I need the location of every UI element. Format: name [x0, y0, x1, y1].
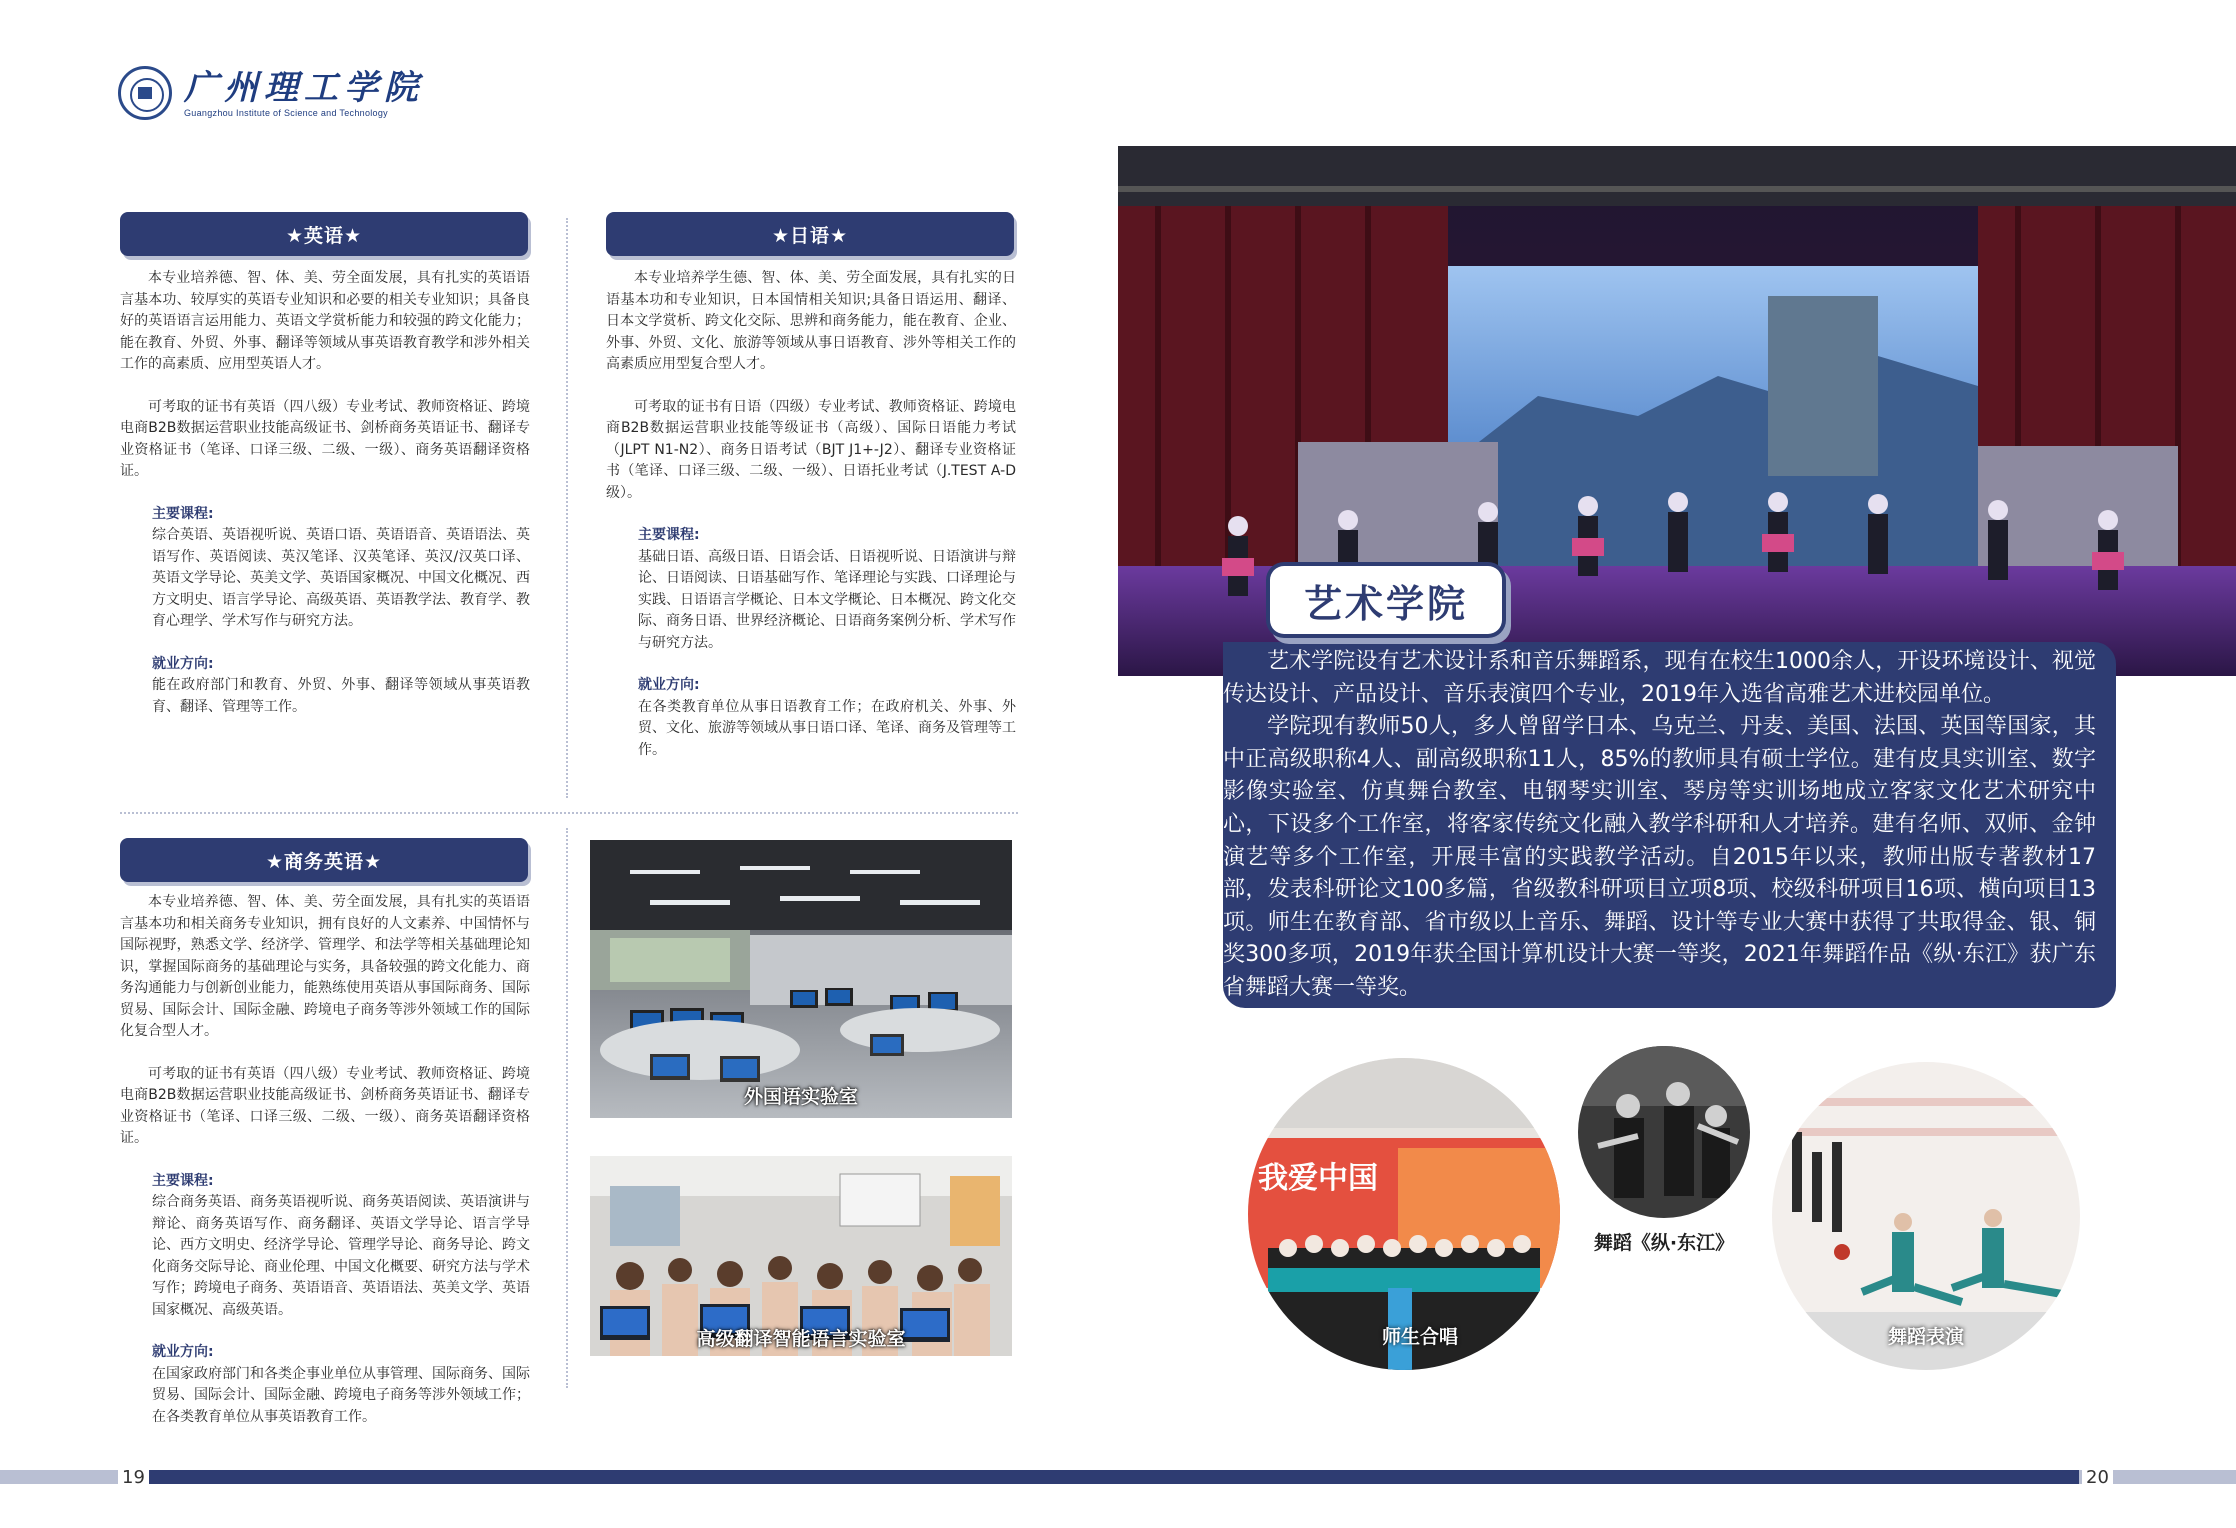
dance-performance-label: 舞蹈表演 [1887, 1326, 1964, 1348]
english-jobs: 能在政府部门和教育、外贸、外事、翻译等领域从事英语教育、翻译、管理等工作。 [152, 677, 530, 715]
chorus-label: 师生合唱 [1381, 1326, 1458, 1348]
logo-chinese-name: 广州理工学院 [184, 68, 424, 108]
japanese-section-title: ★日语★ [606, 212, 1014, 256]
school-seal-icon [118, 66, 172, 120]
business-english-section [120, 892, 530, 1428]
chorus-banner-text: 我爱中国 [1258, 1161, 1378, 1196]
foreign-language-lab-label: 外国语实验室 [743, 1086, 858, 1108]
business-intro: 本专业培养德、智、体、美、劳全面发展，具有扎实的英语语言基本功和相关商务专业知识，拥有良好的人文素养、中国情怀与国际视野，熟悉文学、经济学、管理学、和法学等相关基础理论知识，掌握国际商务的基础理论与实务，具备较强的跨文化能力、商务沟通能力与创新创业能力，能熟练使用英语从事国际商务、国际贸易、国际会计、国际金融、跨境电子商务等涉外领域工作的国际化复合型人才。 [120, 894, 530, 1039]
japanese-courses-label: 主要课程: [638, 527, 700, 543]
row-divider [120, 812, 1018, 814]
english-section [120, 268, 530, 718]
page-number-right: 20 [2082, 1467, 2113, 1488]
business-jobs-label: 就业方向: [152, 1344, 214, 1360]
english-certs: 可考取的证书有英语（四八级）专业考试、教师资格证、跨境电商B2B数据运营职业技能高级证书、剑桥商务英语证书、翻译专业资格证书（笔译、口译三级、二级、一级）、商务英语翻译资格证。 [120, 398, 530, 479]
dance-zong-dongjiang-label: 舞蹈《纵·东江》 [1593, 1232, 1735, 1254]
japanese-courses: 基础日语、高级日语、日语会话、日语视听说、日语演讲与辩论、日语阅读、日语基础写作、笔译理论与实践、口译理论与实践、日语语言学概论、日本文学概论、日本概况、跨文化交际、商务日语、世界经济概论、日语商务案例分析、学术写作与研究方法。 [638, 548, 1016, 651]
lab-photo-illustration [590, 840, 1012, 1118]
business-courses-label: 主要课程: [152, 1172, 214, 1189]
art-paragraph-1: 艺术学院设有艺术设计系和音乐舞蹈系，现有在校生1000余人，开设环境设计、视觉传达设计、产品设计、音乐表演四个专业，2019年入选省高雅艺术进校园单位。 [1223, 649, 2096, 707]
column-divider-top [566, 218, 568, 798]
japanese-intro: 本专业培养学生德、智、体、美、劳全面发展，具有扎实的日语基本功和专业知识，日本国情相关知识;具备日语运用、翻译、日本文学赏析、跨文化交际、思辨和商务能力，能在教育、企业、外事、外贸、文化、旅游等领域从事日语教育、涉外等相关工作的高素质应用型复合型人才。 [606, 270, 1016, 372]
english-courses-label: 主要课程: [152, 505, 214, 522]
art-college-description-panel [1223, 642, 2116, 1008]
dance-zong-dongjiang-circle-photo [1578, 1046, 1750, 1218]
english-section-title: ★英语★ [120, 212, 528, 256]
footer-bar [118, 1470, 2079, 1484]
art-paragraph-2: 学院现有教师50人，多人曾留学日本、乌克兰、丹麦、美国、法国、英国等国家，其中正高级职称4人、副高级职称11人，85%的教师具有硕士学位。建有皮具实训室、数字影像实验室、仿真舞台教室、电钢琴实训室、琴房等实训场地成立客家文化艺术研究中心，下设多个工作室，将客家传统文化融入教学科研和人才培养。建有名师、双师、金钟演艺等多个工作室，开展丰富的实践教学活动。自2015年以来，教师出版专著教材17部，发表科研论文100多篇，省级教科研项目立项8项、校级科研项目16项、横向项目13项。师生在教育部、省市级以上音乐、舞蹈、设计等专业大赛中获得了共取得金、银、铜奖300多项，2019年获全国计算机设计大赛一等奖，2021年舞蹈作品《纵·东江》获广东省舞蹈大赛一等奖。 [1223, 714, 2096, 1000]
business-courses: 综合商务英语、商务英语视听说、商务英语阅读、英语演讲与辩论、商务英语写作、商务翻译、英语文学导论、语言学导论、西方文明史、经济学导论、管理学导论、商务导论、跨文化商务交际导论、商业伦理、中国文化概要、研究方法与学术写作；跨境电子商务、英语语音、英语语法、英美文学、英语国家概况、高级英语。 [152, 1194, 530, 1318]
japanese-jobs-label: 就业方向: [638, 677, 700, 693]
translation-lab-label: 高级翻译智能语言实验室 [696, 1328, 906, 1350]
foreign-language-lab-photo [590, 840, 1012, 1118]
business-english-section-title: ★商务英语★ [120, 838, 528, 882]
business-certs: 可考取的证书有英语（四八级）专业考试、教师资格证、跨境电商B2B数据运营职业技能高级证书、剑桥商务英语证书、翻译专业资格证书（笔译、口译三级、二级、一级）、商务英语翻译资格证。 [120, 1065, 530, 1146]
dance-bw-illustration [1578, 1046, 1750, 1218]
art-college-title: 艺术学院 [1270, 566, 1502, 634]
logo-english-name: Guangzhou Institute of Science and Technology [184, 108, 388, 118]
column-divider-bottom [566, 828, 568, 1388]
english-intro: 本专业培养德、智、体、美、劳全面发展，具有扎实的英语语言基本功、较厚实的英语专业知识和必要的相关专业知识；具备良好的英语语言运用能力、英语文学赏析能力和较强的跨文化能力；能在教育、外贸、外事、翻译等领域从事英语教育教学和涉外相关工作的高素质、应用型英语人才。 [120, 270, 530, 372]
school-logo [118, 66, 424, 120]
english-courses: 综合英语、英语视听说、英语口语、英语语音、英语语法、英语写作、英语阅读、英汉笔译、汉英笔译、英汉/汉英口译、英语文学导论、英美文学、英语国家概况、中国文化概况、西方文明史、语言学导论、高级英语、英语教学法、教育学、教育心理学、学术写作与研究方法。 [152, 527, 530, 629]
japanese-jobs: 在各类教育单位从事日语教育工作；在政府机关、外事、外贸、文化、旅游等领域从事日语口译、笔译、商务及管理等工作。 [638, 698, 1016, 758]
business-jobs: 在国家政府部门和各类企事业单位从事管理、国际商务、国际贸易、国际会计、国际金融、跨境电子商务等涉外领域工作；在各类教育单位从事英语教育工作。 [152, 1365, 530, 1425]
english-jobs-label: 就业方向: [152, 655, 214, 672]
japanese-section [606, 268, 1016, 761]
footer-bar-left [0, 1470, 118, 1484]
translation-lab-photo [590, 1156, 1012, 1356]
page-number-left: 19 [118, 1467, 149, 1488]
japanese-certs: 可考取的证书有日语（四级）专业考试、教师资格证、跨境电商B2B数据运营职业技能等级证书（高级）、国际日语能力考试（JLPT N1-N2）、商务日语考试（BJT J1+-J2）、翻译专业资格证书（笔译、口译三级、二级、一级）、日语托业考试（J.TEST A-D级）。 [606, 398, 1016, 501]
